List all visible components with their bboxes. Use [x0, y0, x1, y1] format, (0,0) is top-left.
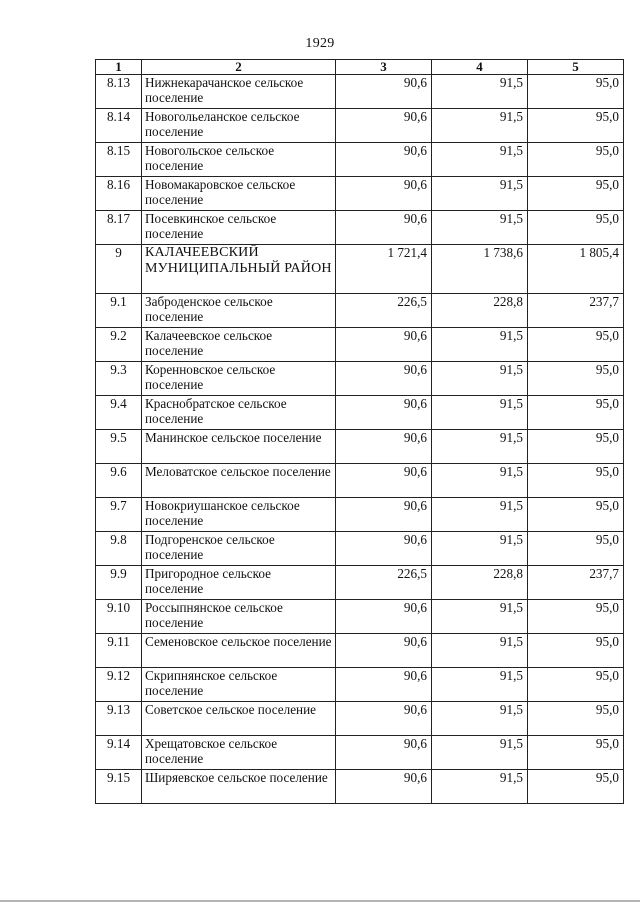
- row-name: Хрещатовское сельское поселение: [142, 736, 336, 770]
- row-name: Посевкинское сельское поселение: [142, 211, 336, 245]
- row-value-5: 95,0: [528, 328, 624, 362]
- row-value-4: 1 738,6: [432, 245, 528, 294]
- row-value-5: 95,0: [528, 464, 624, 498]
- row-value-4: 91,5: [432, 328, 528, 362]
- row-name: Ширяевское сельское поселение: [142, 770, 336, 804]
- row-name: Краснобратское сельское поселение: [142, 396, 336, 430]
- table-row: [96, 498, 624, 532]
- table-row: [96, 430, 624, 464]
- row-number: 9.14: [96, 736, 142, 770]
- row-value-5: 95,0: [528, 498, 624, 532]
- row-name: Новокриушанское сельское поселение: [142, 498, 336, 532]
- table-row: [96, 109, 624, 143]
- row-name: Нижнекарачанское сельское поселение: [142, 75, 336, 109]
- row-name: Коренновское сельское поселение: [142, 362, 336, 396]
- column-header-3: 3: [336, 60, 432, 75]
- row-number: 9.10: [96, 600, 142, 634]
- row-value-4: 91,5: [432, 143, 528, 177]
- row-value-5: 95,0: [528, 668, 624, 702]
- row-value-3: 90,6: [336, 75, 432, 109]
- row-value-5: 237,7: [528, 294, 624, 328]
- table-row: [96, 396, 624, 430]
- row-value-3: 90,6: [336, 211, 432, 245]
- row-value-3: 90,6: [336, 736, 432, 770]
- column-header-4: 4: [432, 60, 528, 75]
- row-value-4: 91,5: [432, 396, 528, 430]
- table-row: [96, 143, 624, 177]
- row-value-5: 95,0: [528, 362, 624, 396]
- row-number: 8.15: [96, 143, 142, 177]
- column-header-5: 5: [528, 60, 624, 75]
- row-value-3: 90,6: [336, 328, 432, 362]
- row-number: 8.17: [96, 211, 142, 245]
- row-value-3: 90,6: [336, 430, 432, 464]
- table-row: [96, 75, 624, 109]
- column-header-2: 2: [142, 60, 336, 75]
- row-name: Россыпнянское сельское поселение: [142, 600, 336, 634]
- row-value-3: 90,6: [336, 177, 432, 211]
- row-value-4: 91,5: [432, 668, 528, 702]
- row-value-5: 95,0: [528, 430, 624, 464]
- budget-table: [95, 59, 624, 804]
- row-name: Скрипнянское сельское поселение: [142, 668, 336, 702]
- row-value-4: 91,5: [432, 736, 528, 770]
- row-name: Новогольеланское сельское поселение: [142, 109, 336, 143]
- row-number: 9.3: [96, 362, 142, 396]
- table-row: [96, 532, 624, 566]
- row-value-4: 91,5: [432, 177, 528, 211]
- table-row: [96, 464, 624, 498]
- row-value-3: 90,6: [336, 770, 432, 804]
- table-row: [96, 362, 624, 396]
- row-number: 9.13: [96, 702, 142, 736]
- row-value-4: 91,5: [432, 430, 528, 464]
- row-number: 9.4: [96, 396, 142, 430]
- row-value-4: 91,5: [432, 362, 528, 396]
- table-row: [96, 736, 624, 770]
- row-value-3: 90,6: [336, 362, 432, 396]
- row-name: Манинское сельское поселение: [142, 430, 336, 464]
- row-number: 8.16: [96, 177, 142, 211]
- row-name: КАЛАЧЕЕВСКИЙ МУНИЦИПАЛЬНЫЙ РАЙОН: [142, 245, 336, 294]
- row-value-3: 90,6: [336, 109, 432, 143]
- row-name: Новомакаровское сельское поселение: [142, 177, 336, 211]
- row-number: 9.1: [96, 294, 142, 328]
- row-value-3: 226,5: [336, 566, 432, 600]
- table-row-district: [96, 245, 624, 294]
- row-value-5: 95,0: [528, 532, 624, 566]
- row-value-4: 91,5: [432, 702, 528, 736]
- row-value-3: 90,6: [336, 464, 432, 498]
- table-row: [96, 294, 624, 328]
- table-row: [96, 770, 624, 804]
- page-bottom-edge: [0, 900, 640, 902]
- table-row: [96, 177, 624, 211]
- row-number: 9.9: [96, 566, 142, 600]
- table-row: [96, 668, 624, 702]
- row-value-5: 95,0: [528, 75, 624, 109]
- row-name: Калачеевское сельское поселение: [142, 328, 336, 362]
- row-name: Семеновское сельское поселение: [142, 634, 336, 668]
- row-name: Советское сельское поселение: [142, 702, 336, 736]
- row-value-3: 90,6: [336, 668, 432, 702]
- row-number: 9.15: [96, 770, 142, 804]
- row-value-5: 95,0: [528, 143, 624, 177]
- row-name: Заброденское сельское поселение: [142, 294, 336, 328]
- row-value-3: 90,6: [336, 498, 432, 532]
- row-value-5: 95,0: [528, 177, 624, 211]
- table-row: [96, 702, 624, 736]
- row-number: 9.2: [96, 328, 142, 362]
- row-value-4: 228,8: [432, 566, 528, 600]
- row-value-5: 237,7: [528, 566, 624, 600]
- table-row: [96, 328, 624, 362]
- row-value-3: 226,5: [336, 294, 432, 328]
- row-value-3: 90,6: [336, 634, 432, 668]
- row-number: 8.14: [96, 109, 142, 143]
- table-header-row: [96, 60, 624, 75]
- row-value-4: 91,5: [432, 600, 528, 634]
- page-number: 1929: [305, 36, 335, 51]
- table-row: [96, 211, 624, 245]
- row-value-5: 95,0: [528, 600, 624, 634]
- row-value-3: 90,6: [336, 702, 432, 736]
- row-number: 9.6: [96, 464, 142, 498]
- row-name: Меловатское сельское поселение: [142, 464, 336, 498]
- row-value-4: 91,5: [432, 532, 528, 566]
- row-value-4: 91,5: [432, 211, 528, 245]
- row-value-3: 90,6: [336, 600, 432, 634]
- row-value-5: 95,0: [528, 770, 624, 804]
- row-value-3: 90,6: [336, 143, 432, 177]
- row-value-3: 1 721,4: [336, 245, 432, 294]
- row-name: Пригородное сельское поселение: [142, 566, 336, 600]
- row-value-4: 91,5: [432, 498, 528, 532]
- row-value-5: 95,0: [528, 211, 624, 245]
- table-row: [96, 566, 624, 600]
- row-number: 9.7: [96, 498, 142, 532]
- row-value-4: 91,5: [432, 770, 528, 804]
- row-value-3: 90,6: [336, 396, 432, 430]
- row-value-5: 95,0: [528, 736, 624, 770]
- row-value-5: 1 805,4: [528, 245, 624, 294]
- row-number: 9.5: [96, 430, 142, 464]
- row-number: 8.13: [96, 75, 142, 109]
- row-value-3: 90,6: [336, 532, 432, 566]
- row-value-4: 91,5: [432, 109, 528, 143]
- row-value-5: 95,0: [528, 109, 624, 143]
- row-number: 9.12: [96, 668, 142, 702]
- row-name: Подгоренское сельское поселение: [142, 532, 336, 566]
- row-number: 9.8: [96, 532, 142, 566]
- row-value-4: 228,8: [432, 294, 528, 328]
- column-header-1: 1: [96, 60, 142, 75]
- row-number: 9: [96, 245, 142, 294]
- row-value-5: 95,0: [528, 396, 624, 430]
- row-number: 9.11: [96, 634, 142, 668]
- row-value-5: 95,0: [528, 634, 624, 668]
- row-value-4: 91,5: [432, 634, 528, 668]
- table-row: [96, 634, 624, 668]
- row-value-5: 95,0: [528, 702, 624, 736]
- row-name: Новогольское сельское поселение: [142, 143, 336, 177]
- row-value-4: 91,5: [432, 75, 528, 109]
- row-value-4: 91,5: [432, 464, 528, 498]
- table-row: [96, 600, 624, 634]
